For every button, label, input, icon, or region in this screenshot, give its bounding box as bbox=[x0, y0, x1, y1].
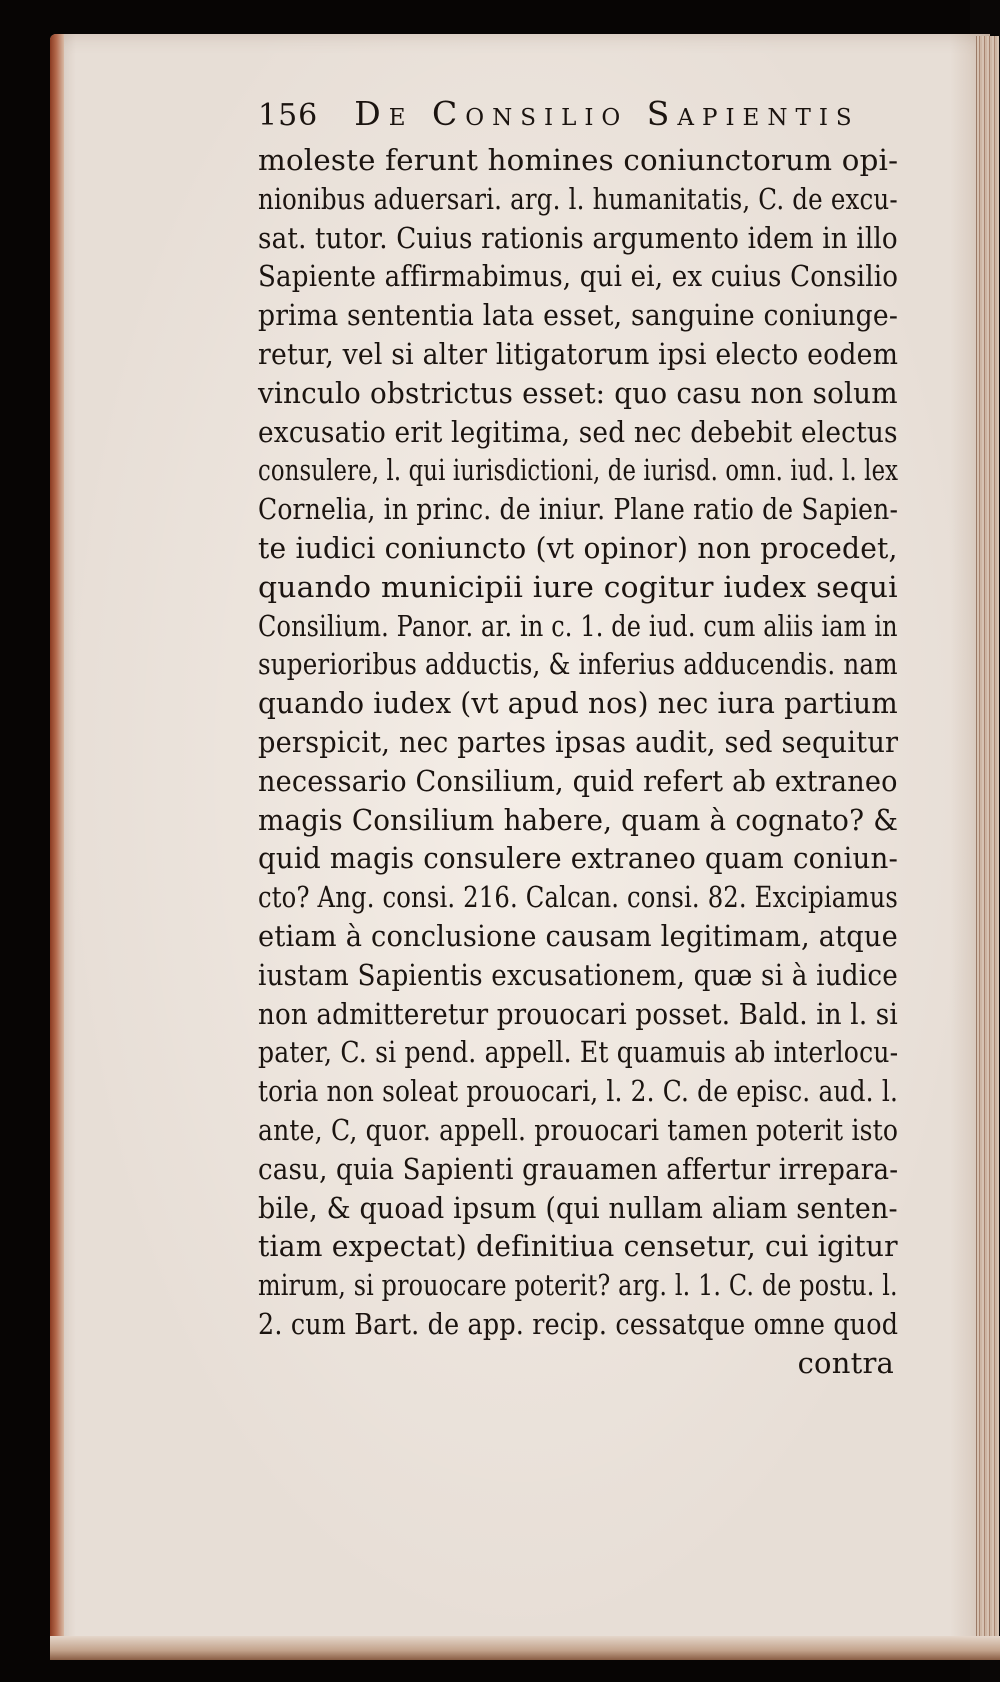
text-line: quid magis consulere extraneo quam coniun- bbox=[258, 841, 899, 876]
running-title: De Consilio Sapientis bbox=[354, 94, 860, 133]
text-block bbox=[258, 94, 958, 1380]
binding-edge bbox=[50, 34, 64, 1659]
text-line: perspicit, nec partes ipsas audit, sed sequitur bbox=[258, 725, 899, 759]
catchword: contra bbox=[797, 1345, 894, 1380]
text-line: casu, quia Sapienti grauamen affertur irrepara- bbox=[258, 1151, 899, 1186]
text-line: prima sententia lata esset, sanguine coniunge- bbox=[258, 298, 899, 333]
text-line: pater, C. si pend. appell. Et quamuis ab interlocu- bbox=[258, 1035, 899, 1070]
text-line: 2. cum Bart. de app. recip. cessatque omne quod bbox=[258, 1307, 899, 1341]
text-line: excusatio erit legitima, sed nec debebit electus bbox=[258, 414, 898, 449]
text-line: tiam expectat) definitiua censetur, cui igitur bbox=[258, 1229, 898, 1264]
text-line: ante, C, quor. appell. prouocari tamen poterit isto bbox=[258, 1113, 899, 1147]
text-line: mirum, si prouocare poterit? arg. l. 1. C. de postu. l. bbox=[258, 1268, 898, 1303]
text-line: cto? Ang. consi. 216. Calcan. consi. 82. Excipiamus bbox=[258, 880, 899, 915]
page-bottom-edge bbox=[50, 1636, 1000, 1660]
page-number: 156 bbox=[258, 98, 319, 133]
text-line: retur, vel si alter litigatorum ipsi electo eodem bbox=[258, 337, 899, 371]
text-line: necessario Consilium, quid refert ab extraneo bbox=[258, 763, 898, 798]
text-line: te iudici coniuncto (vt opinor) non procedet, bbox=[258, 531, 898, 565]
text-line: quando iudex (vt apud nos) nec iura partium bbox=[258, 686, 898, 721]
text-line: sat. tutor. Cuius rationis argumento idem in illo bbox=[258, 220, 898, 255]
text-line: etiam à conclusione causam legitimam, atque bbox=[258, 919, 898, 953]
text-line: superioribus adductis, & inferius adducendis. nam bbox=[258, 647, 898, 682]
text-line: Consilium. Panor. ar. in c. 1. de iud. cum aliis iam in bbox=[258, 608, 898, 643]
text-line: toria non soleat prouocari, l. 2. C. de episc. aud. l. bbox=[258, 1074, 899, 1109]
text-line: vinculo obstrictus esset: quo casu non solum bbox=[258, 375, 898, 410]
text-line: nionibus aduersari. arg. l. humanitatis, C. de excu- bbox=[258, 181, 898, 216]
text-line: non admitteretur prouocari posset. Bald. in l. si bbox=[258, 996, 898, 1031]
text-line: Sapiente affirmabimus, qui ei, ex cuius Consilio bbox=[258, 259, 899, 294]
text-line: moleste ferunt homines coniunctorum opi- bbox=[258, 143, 899, 177]
page-header bbox=[258, 94, 958, 146]
page-fore-edge bbox=[976, 36, 999, 1658]
text-line: consulere, l. qui iurisdictioni, de iurisd. omn. iud. l. lex bbox=[258, 453, 899, 488]
text-line: bile, & quoad ipsum (qui nullam aliam senten- bbox=[258, 1190, 898, 1225]
text-line: Cornelia, in princ. de iniur. Plane ratio de Sapien- bbox=[258, 492, 899, 527]
text-line: iustam Sapientis excusationem, quæ si à iudice bbox=[258, 957, 898, 992]
text-line: quando municipii iure cogitur iudex sequi bbox=[258, 569, 898, 604]
text-line: magis Consilium habere, quam à cognato? & bbox=[258, 802, 899, 837]
